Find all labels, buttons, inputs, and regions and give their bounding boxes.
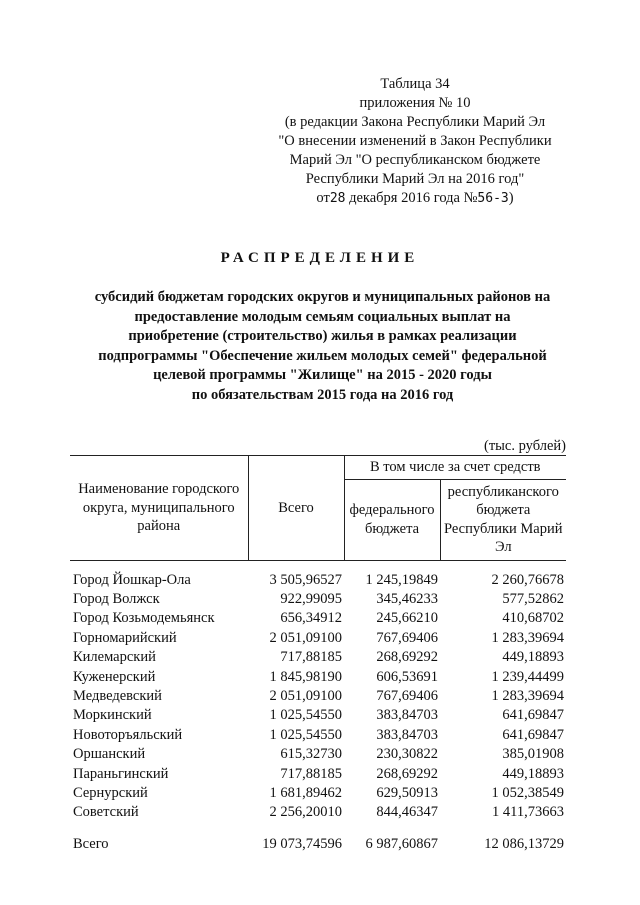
cell-republic: 1 052,38549 bbox=[491, 784, 564, 801]
cell-name: Параньгинский bbox=[73, 765, 169, 782]
cell-name: Город Козьмодемьянск bbox=[73, 610, 215, 627]
cell-republic: 12 086,13729 bbox=[484, 835, 564, 852]
cell-name: Медведевский bbox=[73, 687, 162, 704]
column-header-group: В том числе за счет средств bbox=[344, 456, 566, 480]
document-subtitle bbox=[70, 288, 575, 405]
cell-total: 717,88185 bbox=[280, 765, 342, 782]
law-number: 56-З bbox=[477, 191, 509, 206]
header-line-3: Марий Эл "О республиканском бюджете bbox=[289, 152, 541, 168]
subtitle-line: подпрограммы "Обеспечение жильем молодых семей" федеральной bbox=[98, 347, 547, 364]
cell-federal: 383,84703 bbox=[376, 726, 438, 743]
cell-total: 3 505,96527 bbox=[269, 571, 342, 588]
table-row bbox=[70, 765, 566, 784]
cell-total: 717,88185 bbox=[280, 649, 342, 666]
cell-total: 922,99095 bbox=[280, 590, 342, 607]
date-middle: декабря 2016 года № bbox=[345, 190, 478, 206]
table-row bbox=[70, 687, 566, 706]
cell-republic: 1 411,73663 bbox=[492, 804, 564, 821]
cell-name: Сернурский bbox=[73, 784, 148, 801]
table-row bbox=[70, 784, 566, 803]
subtitle-line: по обязательствам 2015 года на 2016 год bbox=[191, 386, 454, 403]
cell-republic: 1 239,44499 bbox=[491, 668, 564, 685]
cell-total: 19 073,74596 bbox=[262, 835, 342, 852]
table-label: Таблица 34 bbox=[380, 76, 450, 92]
table-row bbox=[70, 609, 566, 628]
cell-name: Оршанский bbox=[73, 746, 146, 763]
table-row bbox=[70, 706, 566, 725]
column-header-name: Наименование городского округа, муниципального района bbox=[70, 456, 248, 561]
cell-republic: 449,18893 bbox=[502, 765, 564, 782]
subtitle-line: субсидий бюджетам городских округов и муниципальных районов на bbox=[94, 289, 551, 305]
document-header bbox=[250, 75, 580, 208]
cell-federal: 767,69406 bbox=[376, 629, 438, 646]
cell-name: Куженерский bbox=[73, 668, 156, 685]
cell-total: 1 025,54550 bbox=[269, 726, 342, 743]
units-label: (тыс. рублей) bbox=[484, 438, 566, 454]
cell-federal: 606,53691 bbox=[376, 668, 438, 685]
cell-republic: 410,68702 bbox=[502, 610, 564, 627]
cell-total: 2 051,09100 bbox=[269, 629, 342, 646]
cell-total: 1 681,89462 bbox=[269, 784, 342, 801]
cell-federal: 629,50913 bbox=[376, 784, 438, 801]
table-row bbox=[70, 590, 566, 609]
cell-name: Горномарийский bbox=[73, 629, 177, 646]
total-row bbox=[70, 823, 566, 854]
header-line-1: (в редакции Закона Республики Марий Эл bbox=[284, 114, 546, 130]
table-body bbox=[70, 560, 566, 854]
cell-federal: 1 245,19849 bbox=[365, 571, 438, 588]
column-header-total: Всего bbox=[248, 456, 344, 561]
subtitle-line: предоставление молодым семьям социальных выплат на bbox=[134, 308, 511, 325]
column-header-republic: республиканского бюджета Республики Марий Эл bbox=[440, 479, 566, 560]
cell-name: Город Волжск bbox=[73, 590, 160, 607]
law-date-line bbox=[250, 189, 580, 208]
date-prefix: от bbox=[316, 190, 330, 206]
cell-republic: 385,01908 bbox=[502, 746, 564, 763]
cell-republic: 1 283,39694 bbox=[491, 629, 564, 646]
header-line-4: Республики Марий Эл на 2016 год" bbox=[305, 171, 525, 187]
column-header-federal: федерального бюджета bbox=[344, 479, 440, 560]
cell-republic: 577,52862 bbox=[502, 590, 564, 607]
document-heading: РАСПРЕДЕЛЕНИЕ bbox=[220, 250, 420, 266]
cell-name: Всего bbox=[73, 835, 109, 852]
cell-total: 1 025,54550 bbox=[269, 707, 342, 724]
cell-federal: 230,30822 bbox=[376, 746, 438, 763]
cell-federal: 844,46347 bbox=[376, 804, 438, 821]
table-row bbox=[70, 629, 566, 648]
cell-total: 2 256,20010 bbox=[269, 804, 342, 821]
cell-federal: 6 987,60867 bbox=[365, 835, 438, 852]
cell-federal: 245,66210 bbox=[376, 610, 438, 627]
cell-republic: 1 283,39694 bbox=[491, 687, 564, 704]
cell-republic: 641,69847 bbox=[502, 726, 564, 743]
table-row bbox=[70, 648, 566, 667]
cell-name: Новоторъяльский bbox=[73, 726, 183, 743]
cell-republic: 449,18893 bbox=[502, 649, 564, 666]
cell-republic: 2 260,76678 bbox=[491, 571, 564, 588]
cell-name: Советский bbox=[73, 804, 139, 821]
table-row bbox=[70, 668, 566, 687]
cell-republic: 641,69847 bbox=[502, 707, 564, 724]
subtitle-line: целевой программы "Жилище" на 2015 - 2020 годы bbox=[153, 367, 492, 383]
cell-total: 656,34912 bbox=[280, 610, 342, 627]
cell-federal: 345,46233 bbox=[376, 590, 438, 607]
table-row bbox=[70, 726, 566, 745]
table-row bbox=[70, 560, 566, 590]
cell-total: 615,32730 bbox=[280, 746, 342, 763]
subtitle-line: приобретение (строительство) жилья в рамках реализации bbox=[128, 328, 517, 344]
table-row bbox=[70, 803, 566, 822]
cell-federal: 767,69406 bbox=[376, 687, 438, 704]
date-suffix: ) bbox=[508, 190, 514, 206]
cell-total: 2 051,09100 bbox=[269, 687, 342, 704]
cell-name: Город Йошкар-Ола bbox=[73, 571, 191, 588]
subsidy-table bbox=[70, 455, 566, 854]
cell-federal: 268,69292 bbox=[376, 649, 438, 666]
table-row bbox=[70, 745, 566, 764]
date-day: 28 bbox=[329, 191, 346, 206]
header-line-2: "О внесении изменений в Закон Республики bbox=[278, 133, 552, 149]
appendix-label: приложения № 10 bbox=[359, 95, 471, 111]
cell-federal: 268,69292 bbox=[376, 765, 438, 782]
cell-name: Килемарский bbox=[73, 649, 156, 666]
cell-name: Моркинский bbox=[73, 707, 152, 724]
cell-total: 1 845,98190 bbox=[269, 668, 342, 685]
cell-federal: 383,84703 bbox=[376, 707, 438, 724]
